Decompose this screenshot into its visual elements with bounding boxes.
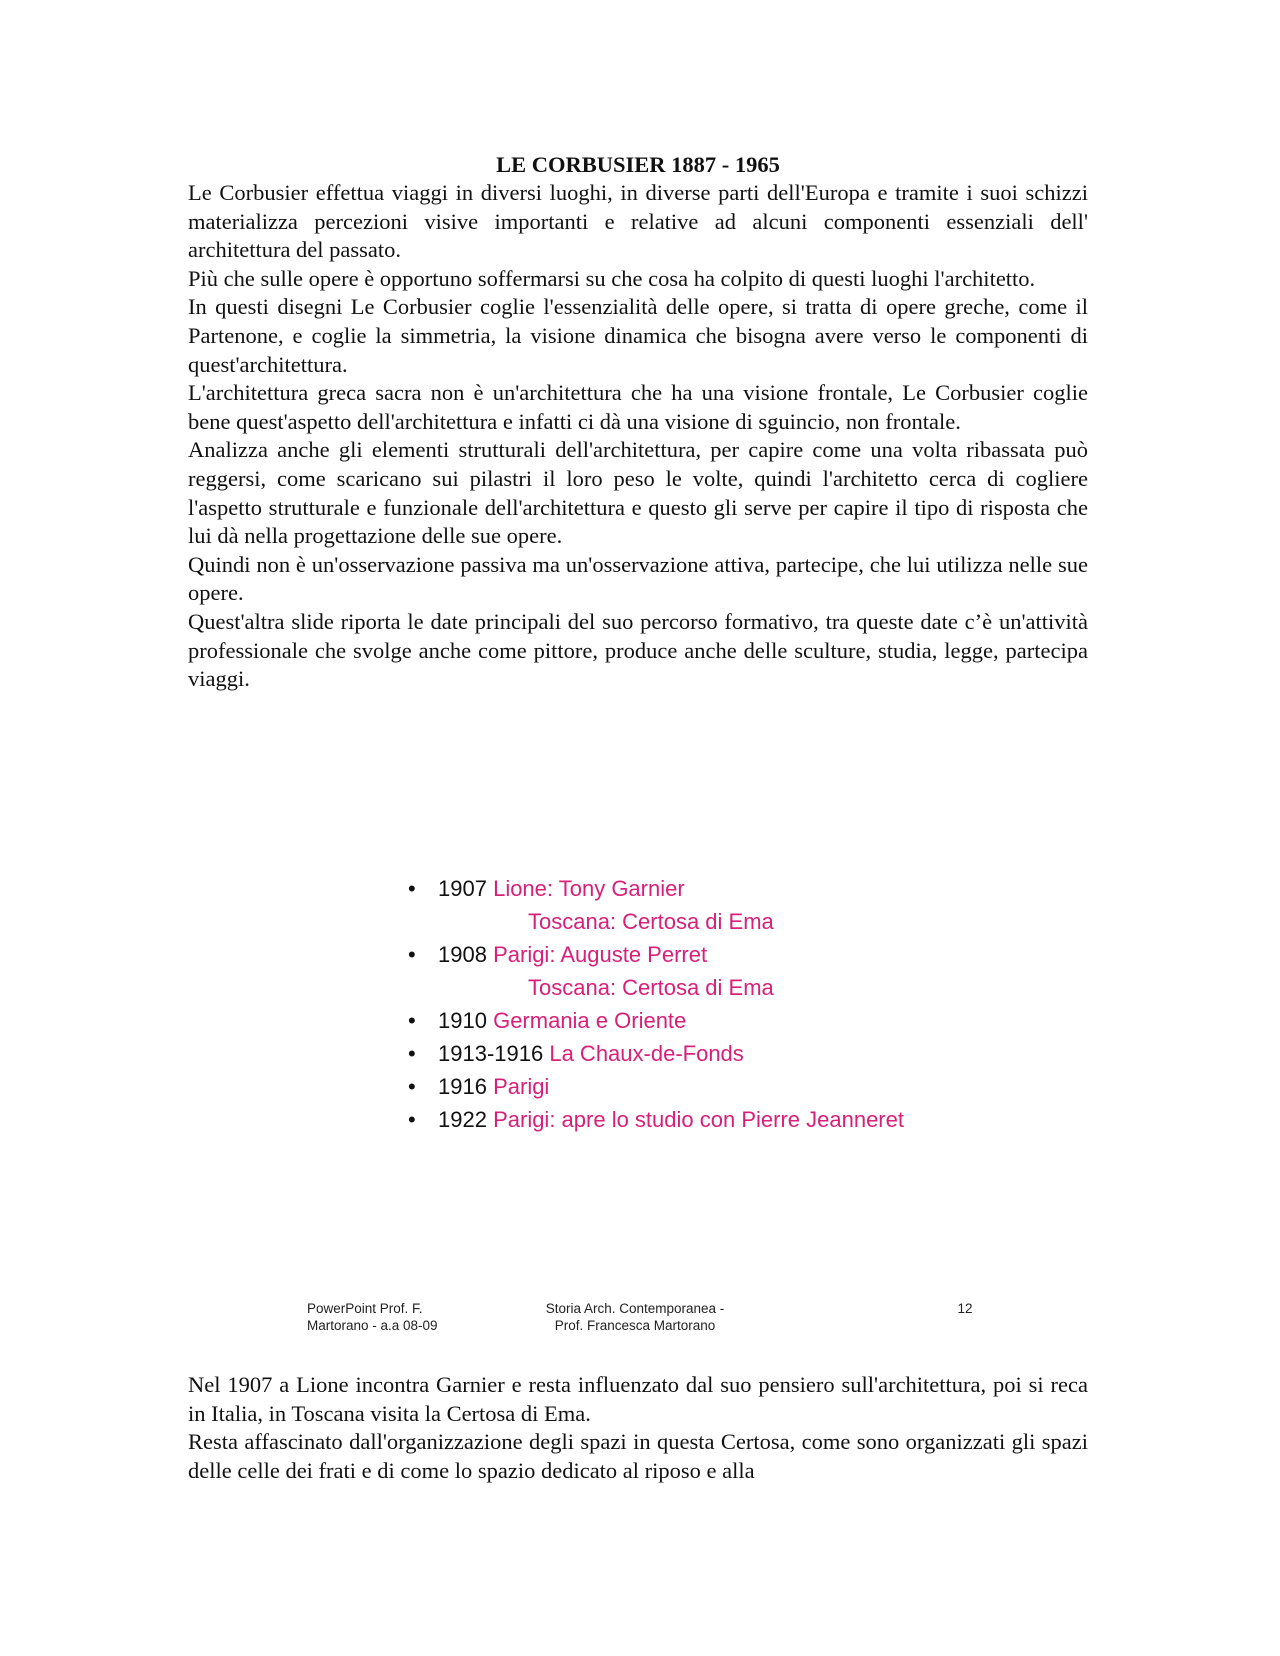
paragraph: Nel 1907 a Lione incontra Garnier e resta influenzato dal suo pensiero sull'architettura, poi si reca in Italia, in Toscana visita la Certosa di Ema. (188, 1372, 1088, 1426)
timeline-year: 1907 (438, 876, 487, 901)
timeline-item (400, 938, 904, 971)
slide-timeline-list (400, 872, 904, 1136)
timeline-year: 1908 (438, 942, 487, 967)
footer-line: Martorano - a.a 08-09 (307, 1318, 438, 1333)
footer-line: Storia Arch. Contemporanea - (545, 1301, 725, 1316)
bullet-icon: • (408, 876, 416, 901)
timeline-year: 1916 (438, 1074, 487, 1099)
timeline-item (400, 1103, 904, 1136)
timeline-subitem (400, 905, 904, 938)
slide-footer-course (520, 1300, 750, 1334)
paragraph: Quest'altra slide riporta le date principali del suo percorso formativo, tra queste date c’è un'attività professionale che svolge anche come pittore, produce anche delle sculture, studia, legge, partecipa viaggi. (188, 608, 1088, 692)
slide-page-number: 12 (957, 1301, 973, 1316)
intro-text (188, 179, 1088, 694)
paragraph: Più che sulle opere è opportuno soffermarsi su che cosa ha colpito di questi luoghi l'architetto. (188, 265, 1036, 291)
timeline-item (400, 1070, 904, 1103)
bullet-icon: • (408, 1107, 416, 1132)
timeline-year: 1910 (438, 1008, 487, 1033)
paragraph: L'architettura greca sacra non è un'architettura che ha una visione frontale, Le Corbusier coglie bene quest'aspetto dell'architettura e infatti ci dà una visione di sguincio, non frontale. (188, 380, 1088, 434)
timeline-item (400, 872, 904, 905)
timeline-year: 1913-1916 (438, 1041, 544, 1066)
timeline-place: Toscana: Certosa di Ema (528, 909, 774, 934)
timeline-place: Parigi (493, 1074, 550, 1099)
paragraph: Quindi non è un'osservazione passiva ma un'osservazione attiva, partecipe, che lui utilizza nelle sue opere. (188, 551, 1088, 606)
bullet-icon: • (408, 1041, 416, 1066)
paragraph: Resta affascinato dall'organizzazione degli spazi in questa Certosa, come sono organizzati gli spazi delle celle dei frati e di come lo spazio dedicato al riposo e alla (188, 1429, 1088, 1483)
slide-footer-author (307, 1300, 477, 1334)
timeline-item (400, 1037, 904, 1070)
paragraph: Analizza anche gli elementi strutturali dell'architettura, per capire come una volta ribassata può reggersi, come scaricano sui pilastri il loro peso le volte, quindi l'architetto cerca di cogliere l'aspetto strutturale e funzionale dell'architettura e questo gli serve per capire il tipo di risposta che lui dà nella progettazione delle sue opere. (188, 437, 1088, 549)
page-title: LE CORBUSIER 1887 - 1965 (496, 152, 780, 177)
bullet-icon: • (408, 1008, 416, 1033)
footer-line: PowerPoint Prof. F. (307, 1301, 423, 1316)
timeline-place: Parigi: apre lo studio con Pierre Jeanneret (493, 1107, 904, 1132)
timeline-place: Germania e Oriente (493, 1008, 687, 1033)
timeline-year: 1922 (438, 1107, 487, 1132)
timeline-place: Parigi: Auguste Perret (493, 942, 708, 967)
footer-line: Prof. Francesca Martorano (554, 1318, 716, 1333)
timeline-place: La Chaux-de-Fonds (549, 1041, 744, 1066)
paragraph: In questi disegni Le Corbusier coglie l'essenzialità delle opere, si tratta di opere greche, come il Partenone, e coglie la simmetria, la visione dinamica che bisogna avere verso le componenti di quest'architettura. (188, 294, 1088, 377)
bullet-icon: • (408, 1074, 416, 1099)
continuation-text (188, 1371, 1088, 1485)
bullet-icon: • (408, 942, 416, 967)
timeline-subitem (400, 971, 904, 1004)
timeline-place: Toscana: Certosa di Ema (528, 975, 774, 1000)
timeline-place: Lione: Tony Garnier (493, 876, 685, 901)
timeline-item (400, 1004, 904, 1037)
paragraph: Le Corbusier effettua viaggi in diversi luoghi, in diverse parti dell'Europa e tramite i suoi schizzi materializza percezioni visive importanti e relative ad alcuni componenti essenziali dell' architettura del passato. (188, 180, 1088, 263)
